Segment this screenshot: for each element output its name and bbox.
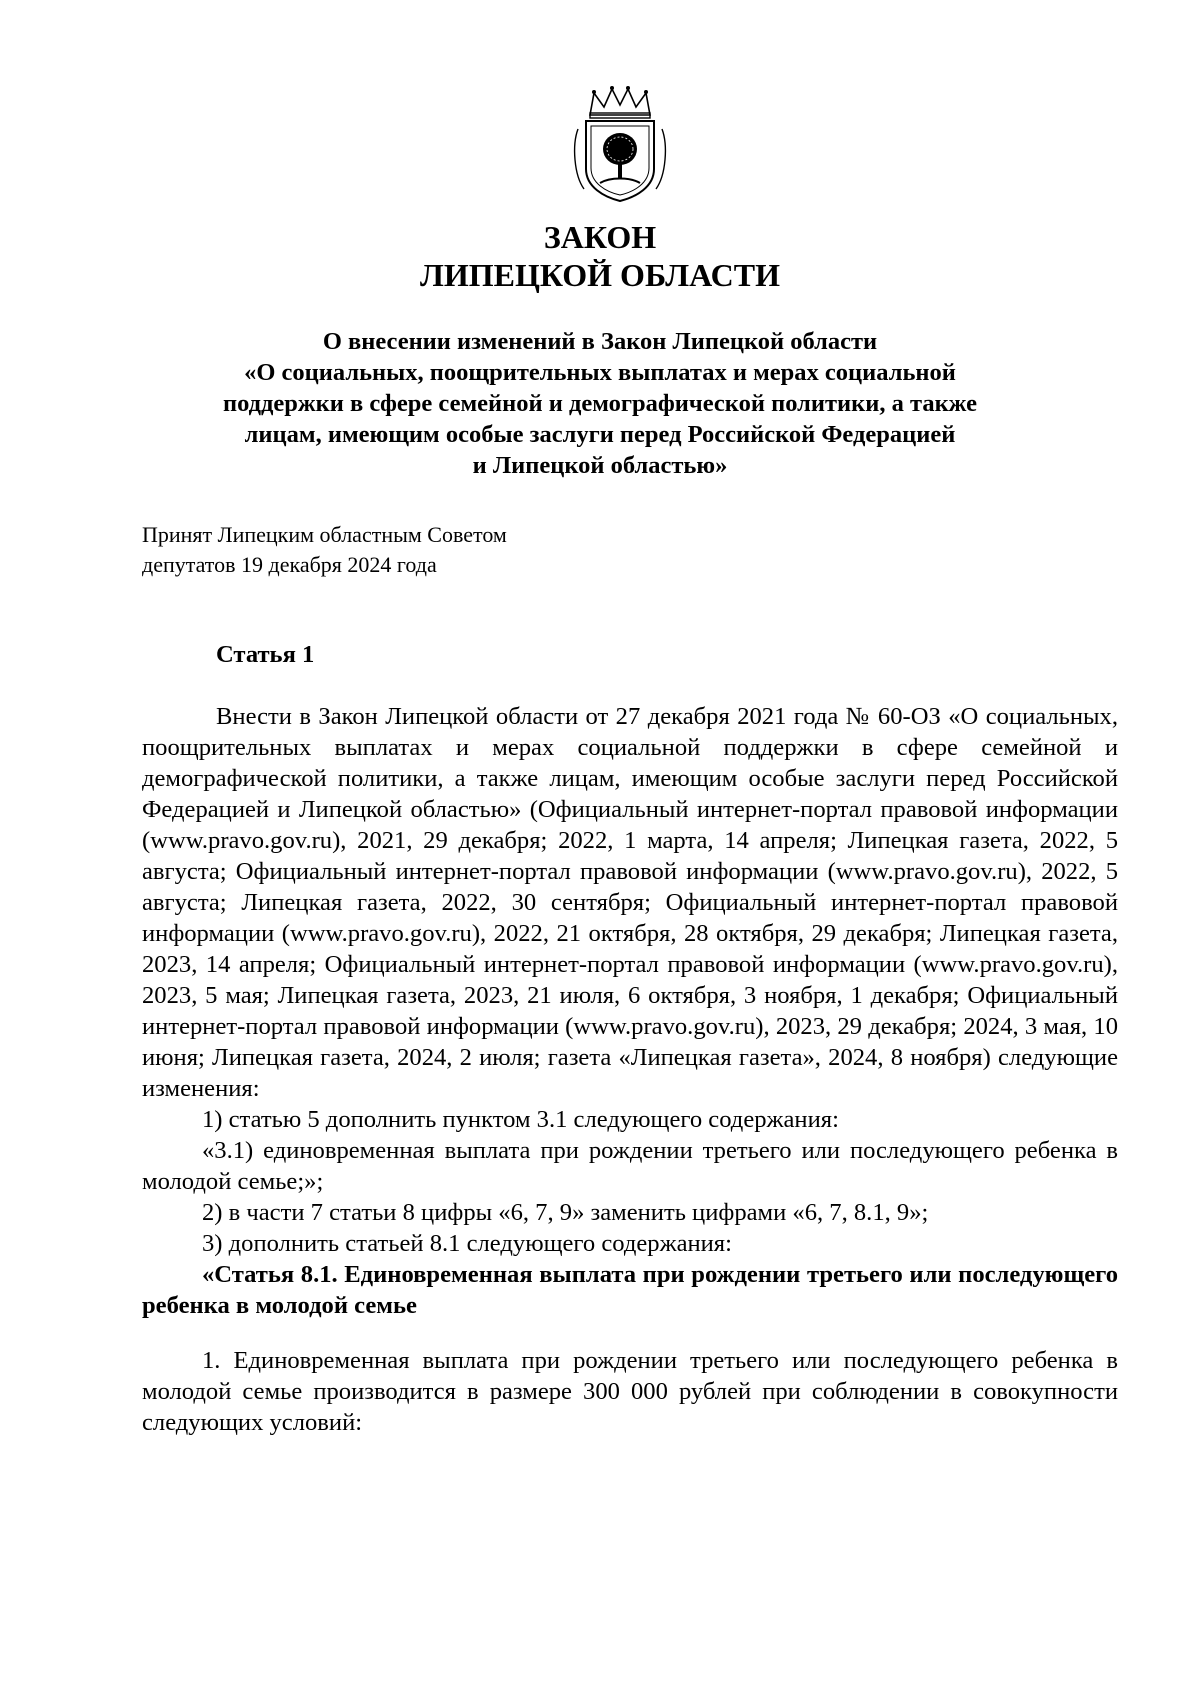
- article-1-item-1: 1) статью 5 дополнить пунктом 3.1 следующего содержания:: [202, 1106, 839, 1133]
- law-name-line2: «О социальных, поощрительных выплатах и мерах социальной: [244, 359, 956, 386]
- adoption-note: [142, 520, 507, 580]
- article-1-item-2: 2) в части 7 статьи 8 цифры «6, 7, 9» заменить цифрами «6, 7, 8.1, 9»;: [202, 1199, 929, 1226]
- law-name-line5: и Липецкой областью»: [472, 452, 728, 479]
- adoption-line1: Принят Липецким областным Советом: [142, 522, 507, 547]
- article-1-item-1-quote: «3.1) единовременная выплата при рождении третьего или последующего ребенка в молодой семье;»;: [142, 1137, 1118, 1195]
- law-name-line1: О внесении изменений в Закон Липецкой области: [322, 328, 878, 355]
- law-name-line3: поддержки в сфере семейной и демографической политики, а также: [222, 390, 978, 417]
- law-title: [0, 218, 1200, 294]
- article-1-item-3: 3) дополнить статьей 8.1 следующего содержания:: [202, 1230, 732, 1257]
- law-name-line4: лицам, имеющим особые заслуги перед Российской Федерацией: [244, 421, 956, 448]
- lipetsk-coat-of-arms-icon: [570, 85, 670, 205]
- new-article-8-1-heading: «Статья 8.1. Единовременная выплата при рождении третьего или последующего ребенка в молодой семье: [142, 1261, 1118, 1319]
- law-name: [0, 326, 1200, 481]
- new-article-8-1-paragraph-1: 1. Единовременная выплата при рождении третьего или последующего ребенка в молодой семье производится в размере 300 000 рублей при соблюдении в совокупности следующих условий:: [142, 1347, 1118, 1436]
- law-title-line1: ЗАКОН: [543, 219, 657, 255]
- article-1-heading: Статья 1: [216, 641, 315, 668]
- law-title-line2: ЛИПЕЦКОЙ ОБЛАСТИ: [420, 257, 780, 293]
- article-1-intro: Внести в Закон Липецкой области от 27 декабря 2021 года № 60-ОЗ «О социальных, поощрительных выплатах и мерах социальной поддержки в сфере семейной и демографической политики, а также лицам, имеющим особые заслуги перед Российской Федерацией и Липецкой областью» (Официальный интернет-портал правовой информации (www.pravo.gov.ru), 2021, 29 декабря; 2022, 1 марта, 14 апреля; Липецкая газета, 2022, 5 августа; Официальный интернет-портал правовой информации (www.pravo.gov.ru), 2022, 5 августа; Липецкая газета, 2022, 30 сентября; Официальный интернет-портал правовой информации (www.pravo.gov.ru), 2022, 21 октября, 28 октября, 29 декабря; Липецкая газета, 2023, 14 апреля; Официальный интернет-портал правовой информации (www.pravo.gov.ru), 2023, 5 мая; Липецкая газета, 2023, 21 июля, 6 октября, 3 ноября, 1 декабря; Официальный интернет-портал правовой информации (www.pravo.gov.ru), 2023, 29 декабря; 2024, 3 мая, 10 июня; Липецкая газета, 2024, 2 июля; газета «Липецкая газета», 2024, 8 ноября) следующие изменения:: [142, 703, 1118, 1102]
- adoption-line2: депутатов 19 декабря 2024 года: [142, 552, 437, 577]
- article-1-body: [142, 701, 1118, 1438]
